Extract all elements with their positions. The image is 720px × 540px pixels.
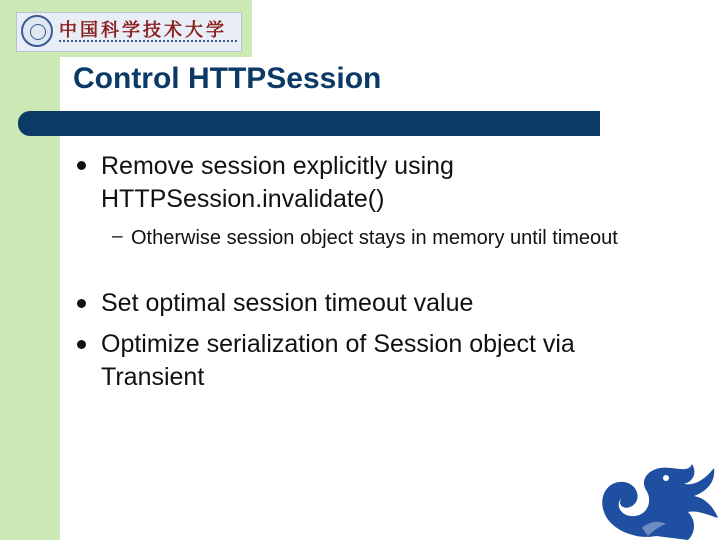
left-accent-band	[0, 0, 60, 540]
bullet-3-text: Optimize serialization of Session object via Transient	[101, 330, 575, 391]
bullet-dot-2	[77, 299, 86, 308]
university-logo	[16, 12, 242, 52]
bullet-2-text: Set optimal session timeout value	[101, 289, 474, 317]
logo-chinese-name: 中国科学技术大学	[59, 20, 227, 41]
bullet-dot-1	[77, 161, 86, 170]
sub-bullet-marker: –	[112, 226, 123, 247]
bullet-1-text: Remove session explicitly using HTTPSession.invalidate()	[101, 152, 454, 213]
dragon-icon	[596, 456, 720, 540]
university-seal-icon	[21, 15, 53, 47]
bullet-dot-3	[77, 340, 86, 349]
sub-bullet-1-text: Otherwise session object stays in memory until timeout	[131, 227, 618, 249]
slide-title: Control HTTPSession	[73, 62, 382, 95]
logo-english-name	[59, 40, 237, 46]
title-underline-bar	[18, 111, 600, 136]
